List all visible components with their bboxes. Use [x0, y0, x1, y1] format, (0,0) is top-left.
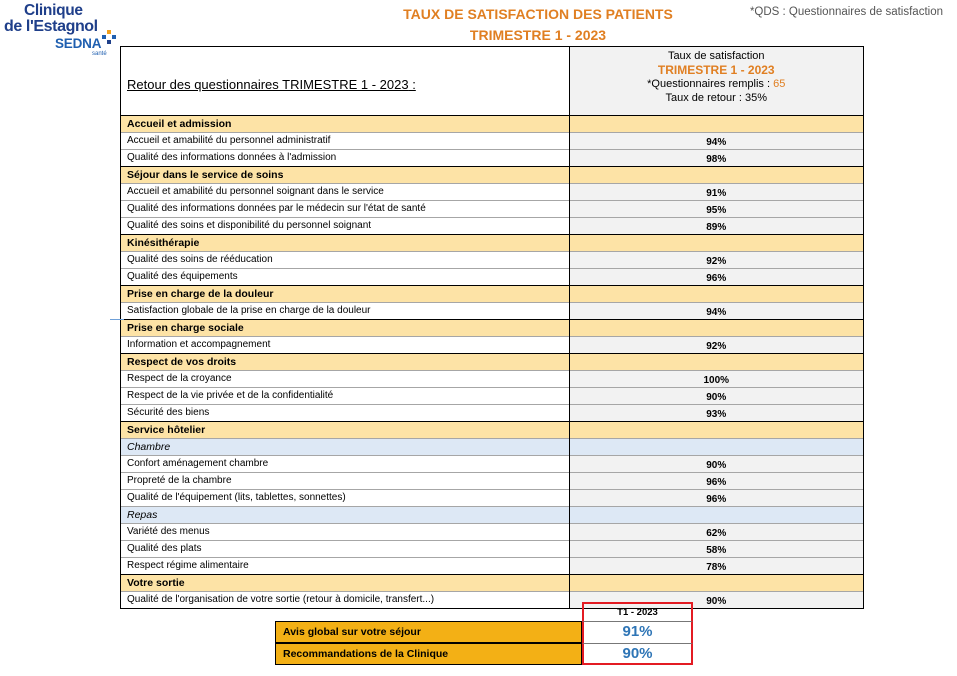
table-row — [121, 592, 863, 609]
row-value: 96% — [569, 473, 863, 490]
row-label: Respect de la vie privée et de la confidentialité — [121, 388, 569, 405]
row-label: Satisfaction globale de la prise en charge de la douleur — [121, 303, 569, 320]
row-label: Qualité de l'organisation de votre sortie (retour à domicile, transfert...) — [121, 592, 569, 609]
row-label: Qualité de l'équipement (lits, tablettes, sonnettes) — [121, 490, 569, 507]
qds-note: *QDS : Questionnaires de satisfaction — [749, 6, 943, 18]
table-row — [121, 252, 863, 269]
row-value: 92% — [569, 337, 863, 354]
row-value: 91% — [569, 184, 863, 201]
table-row — [121, 473, 863, 490]
margin-mark — [110, 319, 124, 320]
section-row — [121, 575, 863, 592]
row-value — [569, 235, 863, 252]
row-label: Séjour dans le service de soins — [121, 167, 569, 184]
row-label: Qualité des équipements — [121, 269, 569, 286]
row-value: 98% — [569, 150, 863, 167]
logo-line-2: de l'Estagnol — [4, 18, 98, 35]
row-value: 94% — [569, 133, 863, 150]
row-label: Variété des menus — [121, 524, 569, 541]
row-value — [569, 354, 863, 371]
table-label: Retour des questionnaires TRIMESTRE 1 - 2023 : — [127, 77, 416, 92]
table-row — [121, 133, 863, 150]
row-label: Qualité des plats — [121, 541, 569, 558]
table-row — [121, 388, 863, 405]
return-rate: Taux de retour : 35% — [665, 92, 767, 104]
section-row — [121, 422, 863, 439]
summary-label: Avis global sur votre séjour — [275, 621, 582, 643]
summary-row-recommendation — [275, 643, 695, 665]
table-row — [121, 269, 863, 286]
table-row — [121, 184, 863, 201]
summary-value: 91% — [582, 621, 693, 643]
row-label: Qualité des soins et disponibilité du personnel soignant — [121, 218, 569, 235]
table-row — [121, 303, 863, 320]
table-row — [121, 371, 863, 388]
row-value: 62% — [569, 524, 863, 541]
table-row — [121, 456, 863, 473]
row-label: Respect de vos droits — [121, 354, 569, 371]
row-label: Service hôtelier — [121, 422, 569, 439]
table-row — [121, 490, 863, 507]
logo-line-1: Clinique — [24, 2, 83, 19]
section-row — [121, 286, 863, 303]
column-title: Taux de satisfaction — [667, 50, 765, 62]
table-column-header — [569, 47, 863, 116]
row-value: 92% — [569, 252, 863, 269]
row-value — [569, 507, 863, 524]
row-label: Propreté de la chambre — [121, 473, 569, 490]
row-value — [569, 116, 863, 133]
row-label: Prise en charge sociale — [121, 320, 569, 337]
summary-column-header: T1 - 2023 — [582, 602, 693, 621]
summary-value: 90% — [582, 643, 693, 665]
table-row — [121, 541, 863, 558]
row-label: Accueil et amabilité du personnel administratif — [121, 133, 569, 150]
row-value: 78% — [569, 558, 863, 575]
row-value: 96% — [569, 269, 863, 286]
row-label: Respect régime alimentaire — [121, 558, 569, 575]
row-value — [569, 422, 863, 439]
row-label: Accueil et admission — [121, 116, 569, 133]
row-label: Qualité des informations données à l'admission — [121, 150, 569, 167]
row-value: 94% — [569, 303, 863, 320]
page-subtitle: TRIMESTRE 1 - 2023 — [469, 27, 607, 43]
row-label: Repas — [121, 507, 569, 524]
column-period: TRIMESTRE 1 - 2023 — [657, 63, 775, 77]
row-value: 89% — [569, 218, 863, 235]
summary-label: Recommandations de la Clinique — [275, 643, 582, 665]
subsection-row — [121, 507, 863, 524]
table-header-row — [121, 47, 863, 116]
row-value — [569, 439, 863, 456]
row-value — [569, 575, 863, 592]
row-label: Accueil et amabilité du personnel soignant dans le service — [121, 184, 569, 201]
section-row — [121, 116, 863, 133]
table-row — [121, 201, 863, 218]
page-title: TAUX DE SATISFACTION DES PATIENTS — [403, 6, 673, 22]
row-label: Prise en charge de la douleur — [121, 286, 569, 303]
section-row — [121, 320, 863, 337]
table-row — [121, 337, 863, 354]
table-row — [121, 558, 863, 575]
satisfaction-table — [120, 46, 864, 609]
section-row — [121, 167, 863, 184]
row-label: Qualité des informations données par le médecin sur l'état de santé — [121, 201, 569, 218]
table-row — [121, 524, 863, 541]
row-value: 93% — [569, 405, 863, 422]
logo-brand-sub: santé — [92, 51, 107, 57]
row-value: 90% — [569, 388, 863, 405]
clinic-logo — [4, 2, 116, 64]
row-value: 90% — [569, 456, 863, 473]
row-label: Votre sortie — [121, 575, 569, 592]
row-value — [569, 167, 863, 184]
logo-brand: SEDNA — [55, 36, 102, 51]
row-label: Chambre — [121, 439, 569, 456]
section-row — [121, 354, 863, 371]
row-value: 96% — [569, 490, 863, 507]
row-label: Qualité des soins de rééducation — [121, 252, 569, 269]
table-row — [121, 405, 863, 422]
row-value — [569, 320, 863, 337]
row-label: Respect de la croyance — [121, 371, 569, 388]
row-value: 95% — [569, 201, 863, 218]
row-value: 90% — [569, 592, 863, 609]
row-label: Confort aménagement chambre — [121, 456, 569, 473]
row-value: 58% — [569, 541, 863, 558]
row-label: Sécurité des biens — [121, 405, 569, 422]
row-value — [569, 286, 863, 303]
logo-dots-icon — [100, 29, 118, 47]
subsection-row — [121, 439, 863, 456]
row-label: Kinésithérapie — [121, 235, 569, 252]
questionnaires-filled: *Questionnaires remplis : 65 — [647, 78, 786, 90]
section-row — [121, 235, 863, 252]
row-value: 100% — [569, 371, 863, 388]
table-row — [121, 218, 863, 235]
table-row — [121, 150, 863, 167]
row-label: Information et accompagnement — [121, 337, 569, 354]
summary-row-global — [275, 621, 695, 643]
